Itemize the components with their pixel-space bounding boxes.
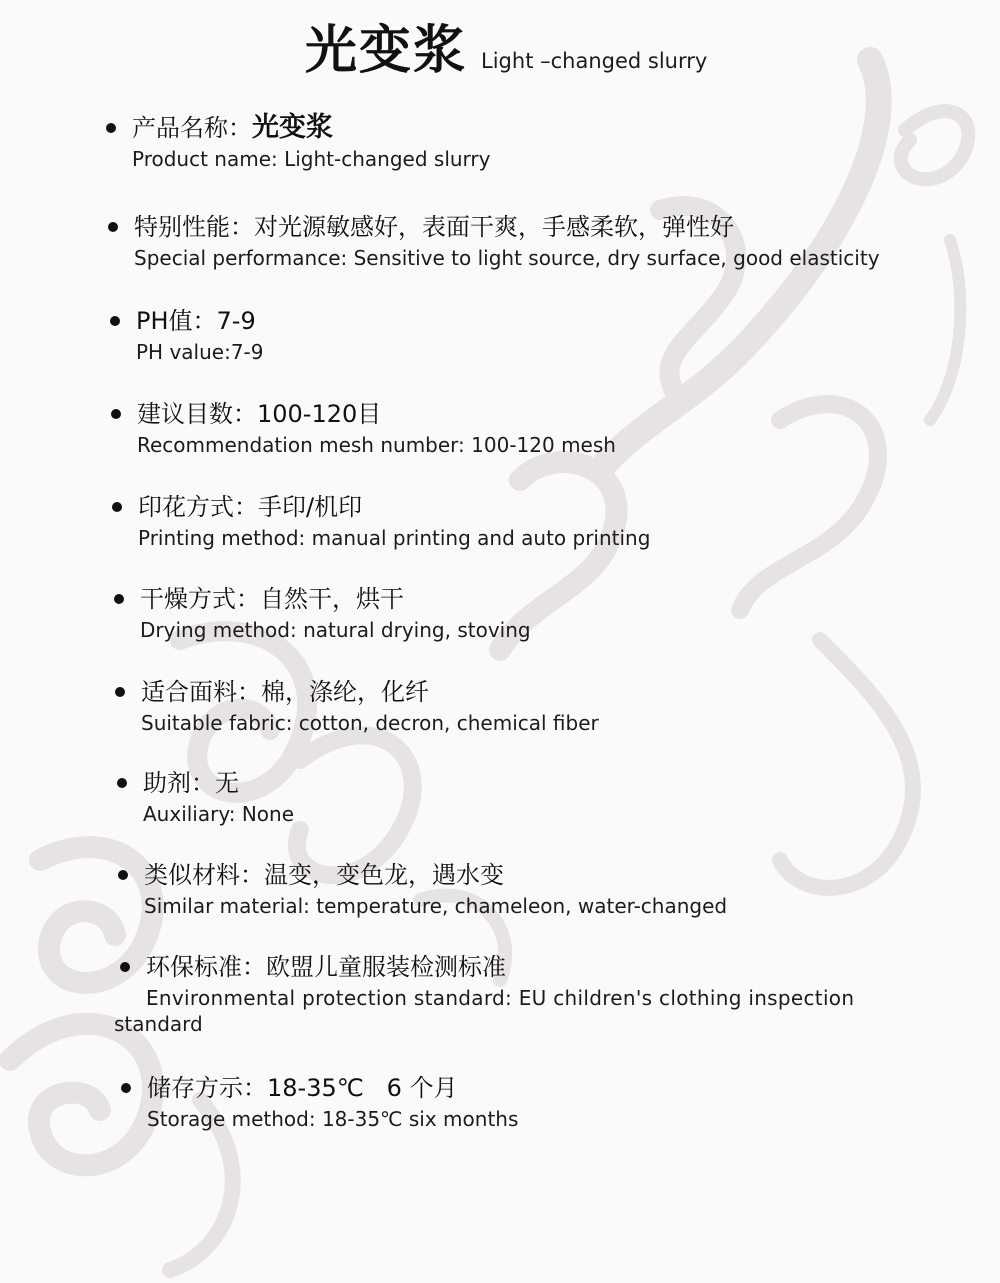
item-english-text: Recommendation mesh number: 100-120 mesh [137, 433, 616, 457]
item-chinese-text: 助剂：无 [143, 769, 239, 797]
item-english-text: Printing method: manual printing and auto printing [138, 526, 651, 550]
title-chinese: 光变浆 [305, 21, 468, 81]
bullet-icon [118, 870, 128, 880]
item-english-text: Auxiliary: None [143, 802, 294, 826]
bullet-icon [108, 222, 118, 232]
bullet-icon [106, 123, 116, 133]
item-english-text: Similar material: temperature, chameleon, water-changed [144, 894, 728, 918]
item-chinese-value: 光变浆 [252, 112, 333, 143]
item-chinese-text: 干燥方式：自然干，烘干 [140, 585, 404, 613]
item-english-text: Storage method: 18-35℃ six months [147, 1107, 519, 1131]
item-english-text: PH value:7-9 [136, 340, 264, 364]
bullet-icon [111, 409, 121, 419]
bullet-icon [115, 687, 125, 697]
list-item-ph-value [136, 305, 264, 367]
item-chinese-text: 类似材料：温变，变色龙，遇水变 [144, 861, 504, 889]
item-english-text: Suitable fabric: cotton, decron, chemical fiber [141, 711, 599, 735]
item-chinese-text: 储存方示：18-35℃ 6 个月 [147, 1074, 458, 1102]
item-chinese-text: 建议目数：100-120目 [137, 400, 382, 428]
list-item-similar-material [144, 859, 727, 921]
item-english-text: Product name: Light-changed slurry [132, 147, 491, 171]
item-chinese-text: 适合面料：棉，涤纶，化纤 [141, 678, 429, 706]
list-item-drying-method [140, 583, 531, 645]
item-chinese-text: PH值：7-9 [136, 307, 256, 335]
list-item-product-name [132, 112, 490, 174]
item-chinese-text: 印花方式：手印/机印 [138, 493, 363, 521]
bullet-icon [112, 502, 122, 512]
item-chinese-text: 环保标准：欧盟儿童服装检测标准 [146, 953, 506, 981]
list-item-storage-method [147, 1072, 518, 1134]
page-title [305, 8, 707, 83]
list-item-printing-method [138, 491, 650, 553]
item-chinese-text [132, 112, 490, 144]
item-chinese-text: 特别性能：对光源敏感好，表面干爽，手感柔软，弹性好 [134, 213, 734, 241]
item-english-text: Special performance: Sensitive to light source, dry surface, good elasticity [134, 246, 880, 270]
bullet-icon [120, 962, 130, 972]
list-item-auxiliary [143, 767, 294, 829]
item-english-text: Drying method: natural drying, stoving [140, 618, 531, 642]
list-item-environmental-standard [146, 951, 854, 1013]
list-item-mesh-number [137, 398, 616, 460]
bullet-icon [114, 594, 124, 604]
item-chinese-label: 产品名称： [132, 114, 252, 142]
bullet-icon [121, 1083, 131, 1093]
list-item-suitable-fabric [141, 676, 599, 738]
item-english-text: Environmental protection standard: EU children's clothing inspection [146, 986, 855, 1010]
list-item-special-performance [134, 211, 880, 273]
bullet-icon [110, 316, 120, 326]
bullet-icon [117, 778, 127, 788]
item-english-text-continued: standard [114, 1012, 203, 1036]
title-english: Light –changed slurry [481, 49, 708, 73]
